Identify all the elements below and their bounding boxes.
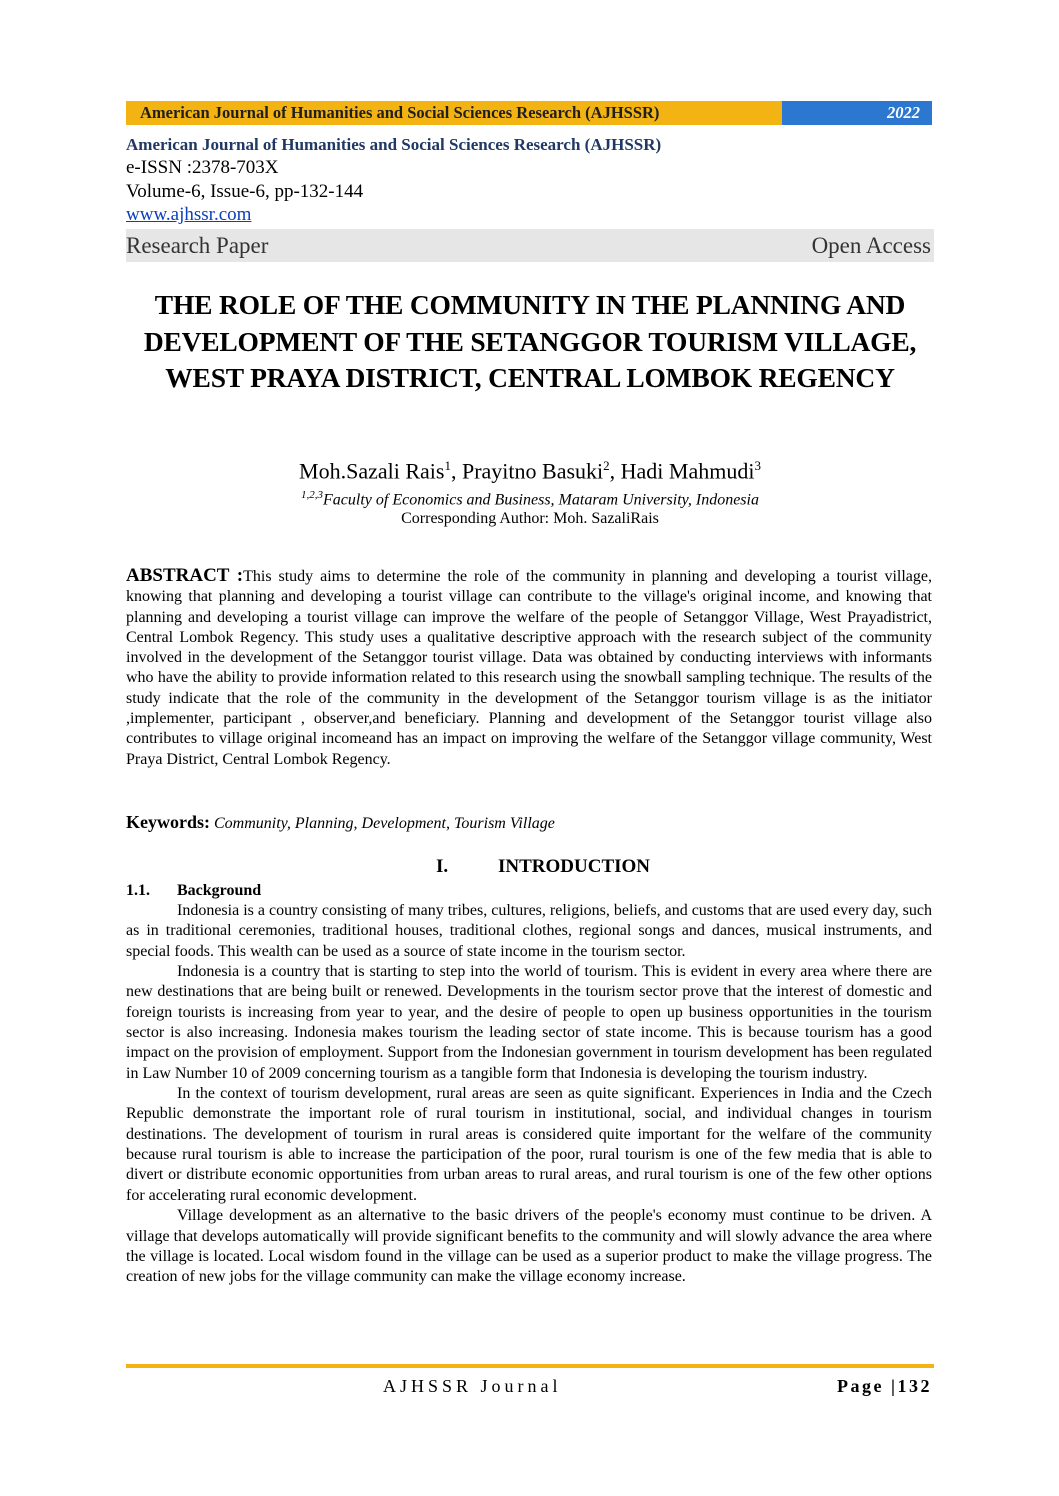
body-paragraph: Indonesia is a country that is starting to step into the world of tourism. This is evident in every area where there are new destinations that are being built or renewed. Developments in the tourism sector prove that the interest of domestic and foreign tourists is increasing from year to year, and the desire of people to open up business opportunities in the tourism sector is also increasing. Indonesia makes tourism the leading sector of state income. This is because tourism has a good impact on the provision of employment. Support from the Indonesian government in tourism development has been regulated in Law Number 10 of 2009 concerning tourism as a tangible form that Indonesia is developing the tourism industry. — [126, 963, 932, 1082]
body-paragraph: In the context of tourism development, rural areas are seen as quite significant. Experiences in India and the Czech Republic demonstrate the important role of rural tourism in institutional, social, and individual changes in tourism destinations. The development of tourism in rural areas is considered quite important for the welfare of the community because rural tourism is able to increase the participation of the poor, rural tourism is one of the few media that is able to divert or distribute economic opportunities from urban areas to rural areas, and rural tourism is one of the few other options for accelerating rural economic development. — [126, 1085, 932, 1204]
author-separator: , — [450, 458, 462, 484]
author-separator: , — [609, 458, 621, 484]
footer-page-label: Page | — [837, 1376, 898, 1396]
author-name: Moh.Sazali Rais — [299, 458, 445, 484]
running-header-year: 2022 — [782, 101, 932, 125]
paper-title: THE ROLE OF THE COMMUNITY IN THE PLANNING AND DEVELOPMENT OF THE SETANGGOR TOURISM VILLAGE, WEST PRAYA DISTRICT, CENTRAL LOMBOK REGENCY — [143, 289, 917, 393]
abstract — [126, 566, 932, 770]
page-footer — [126, 1374, 932, 1398]
body-paragraph: Indonesia is a country consisting of many tribes, cultures, religions, beliefs, and customs that are used every day, such as in traditional ceremonies, traditional houses, traditional clothes, regional songs and dances, musical instruments, and special foods. This wealth can be used as a source of state income in the tourism sector. — [126, 902, 932, 960]
subsection-number: 1.1. — [126, 882, 150, 899]
body-text — [126, 901, 932, 1288]
affiliation-text: Faculty of Economics and Business, Mataram University, Indonesia — [323, 491, 759, 509]
corresponding-author: Corresponding Author: Moh. SazaliRais — [401, 510, 659, 527]
affiliation-sup: 1,2,3 — [301, 489, 324, 501]
journal-website-link[interactable]: www.ajhssr.com — [126, 204, 252, 225]
abstract-text: This study aims to determine the role of the community in planning and developing a tourist village, knowing that planning and developing a tourist village can contribute to the village's original income, and knowing that planning and developing a tourist village can improve the welfare of the people of Setanggor Village, West Prayadistrict, Central Lombok Regency. This study uses a qualitative descriptive approach with the research subject of the community involved in the development of the Setanggor tourist village. Data was obtained by conducting interviews with informants who have the ability to provide information related to this research using the snowball sampling technique. The results of the study indicate that the role of the community in the development of the Setanggor tourism village is as the initiator ,implementer, participant , observer,and beneficiary. Planning and development of the Setanggor tourist village also contributes to village original incomeand has an impact on improving the welfare of the Setanggor village community, West Praya District, Central Lombok Regency. — [126, 568, 932, 768]
journal-name: American Journal of Humanities and Social Sciences Research (AJHSSR) — [126, 135, 662, 154]
footer-journal: AJHSSR Journal — [383, 1376, 562, 1396]
keywords — [126, 810, 932, 836]
journal-info — [126, 133, 932, 226]
footer-rule — [126, 1364, 934, 1368]
running-header-journal: American Journal of Humanities and Social Sciences Research (AJHSSR) — [126, 101, 782, 125]
author-list — [126, 451, 934, 486]
footer-page — [837, 1374, 932, 1398]
keywords-label: Keywords: — [126, 812, 210, 832]
author-sup: 1 — [444, 458, 451, 473]
paper-type-bar — [126, 229, 934, 262]
section-title: INTRODUCTION — [498, 856, 651, 877]
access-type: Open Access — [811, 232, 931, 258]
footer-page-number: 132 — [897, 1376, 932, 1396]
body-paragraph: Village development as an alternative to the basic drivers of the people's economy must continue to be driven. A village that develops automatically will provide significant benefits to the community and will slowly advance the area where the village is located. Local wisdom found in the village can be used as a superior product to make the village progress. The creation of new jobs for the village community can make the village economy increase. — [126, 1207, 932, 1286]
abstract-label: ABSTRACT : — [126, 565, 244, 586]
section-number: I. — [436, 856, 449, 877]
keywords-text: Community, Planning, Development, Tourism Village — [210, 815, 555, 832]
journal-volume: Volume-6, Issue-6, pp-132-144 — [126, 181, 364, 202]
author-sup: 3 — [754, 458, 761, 473]
subsection-title: Background — [177, 882, 262, 899]
journal-issn: e-ISSN :2378-703X — [126, 157, 279, 178]
running-header — [126, 101, 932, 125]
author-sup: 2 — [603, 458, 610, 473]
paper-type: Research Paper — [126, 232, 269, 258]
author-name: Prayitno Basuki — [461, 458, 604, 484]
author-name: Hadi Mahmudi — [620, 458, 755, 484]
